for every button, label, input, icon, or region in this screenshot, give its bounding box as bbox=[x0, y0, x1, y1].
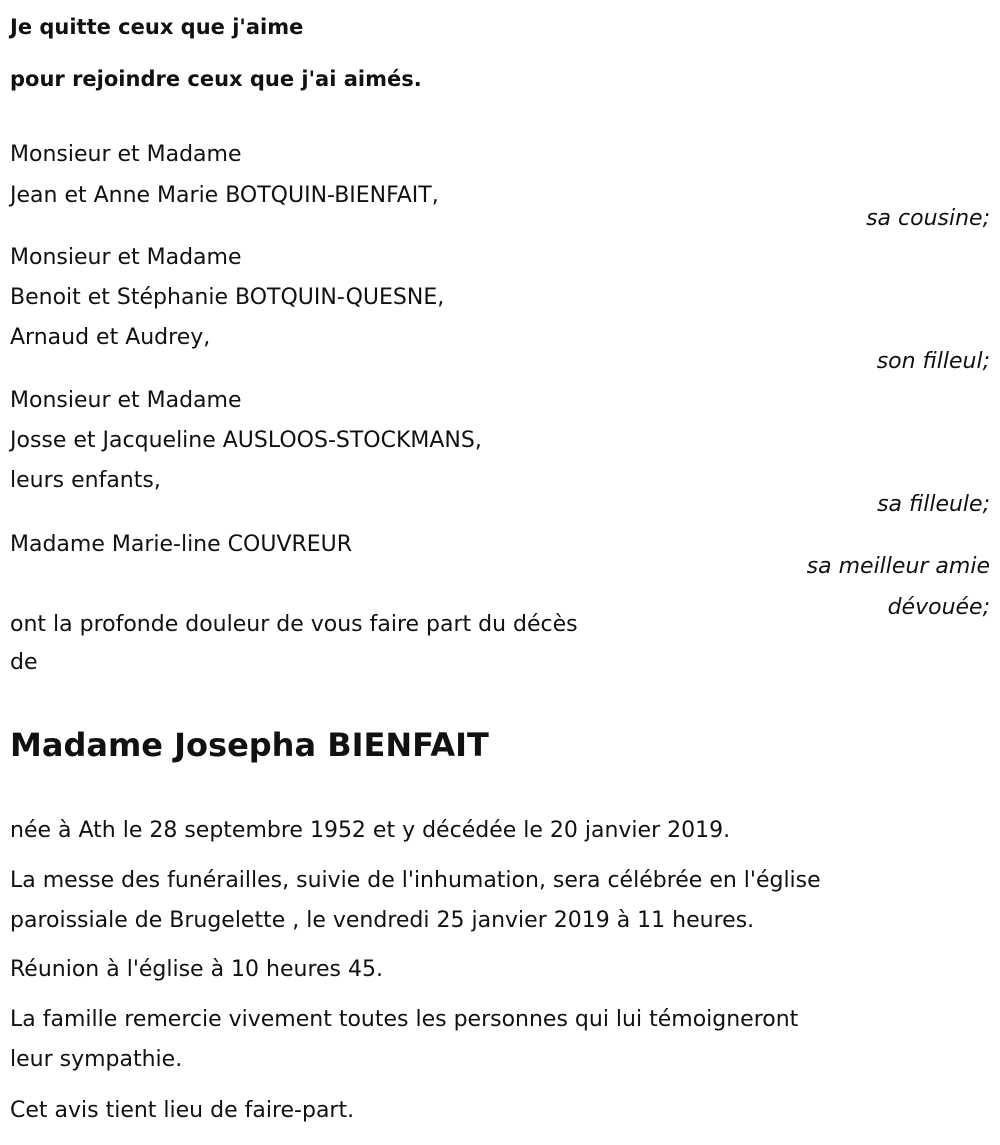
detail-line: La famille remercie vivement toutes les personnes qui lui témoigneront bbox=[10, 1007, 799, 1032]
mourner-relation: sa filleule; bbox=[877, 492, 990, 517]
mourner-line: Josse et Jacqueline AUSLOOS-STOCKMANS, bbox=[10, 428, 482, 453]
detail-line: La messe des funérailles, suivie de l'inhumation, sera célébrée en l'église bbox=[10, 868, 821, 893]
detail-line: Réunion à l'église à 10 heures 45. bbox=[10, 957, 384, 982]
detail-line: paroissiale de Brugelette , le vendredi 25 janvier 2019 à 11 heures. bbox=[10, 908, 755, 933]
mourner-line: Benoit et Stéphanie BOTQUIN-QUESNE, bbox=[10, 285, 445, 310]
announcement-line: de bbox=[10, 650, 38, 675]
mourner-line: Monsieur et Madame bbox=[10, 245, 242, 270]
mourner-relation: sa meilleur amie bbox=[806, 554, 990, 579]
detail-line: leur sympathie. bbox=[10, 1047, 183, 1072]
mourner-relation: son filleul; bbox=[876, 349, 990, 374]
announcement-line: ont la profonde douleur de vous faire part du décès bbox=[10, 612, 578, 637]
epigraph-line: Je quitte ceux que j'aime bbox=[10, 15, 304, 39]
mourner-line: Monsieur et Madame bbox=[10, 388, 242, 413]
mourner-relation: sa cousine; bbox=[866, 206, 990, 231]
mourner-line: Madame Marie-line COUVREUR bbox=[10, 532, 353, 557]
epigraph-line: pour rejoindre ceux que j'ai aimés. bbox=[10, 67, 422, 91]
detail-line: née à Ath le 28 septembre 1952 et y décédée le 20 janvier 2019. bbox=[10, 818, 731, 843]
mourner-line: Monsieur et Madame bbox=[10, 142, 242, 167]
detail-line: Cet avis tient lieu de faire-part. bbox=[10, 1098, 355, 1123]
mourner-line: leurs enfants, bbox=[10, 468, 161, 493]
mourner-line: Jean et Anne Marie BOTQUIN-BIENFAIT, bbox=[10, 183, 439, 208]
deceased-name: Madame Josepha BIENFAIT bbox=[10, 726, 489, 764]
mourner-relation: dévouée; bbox=[887, 595, 990, 620]
mourner-line: Arnaud et Audrey, bbox=[10, 325, 211, 350]
